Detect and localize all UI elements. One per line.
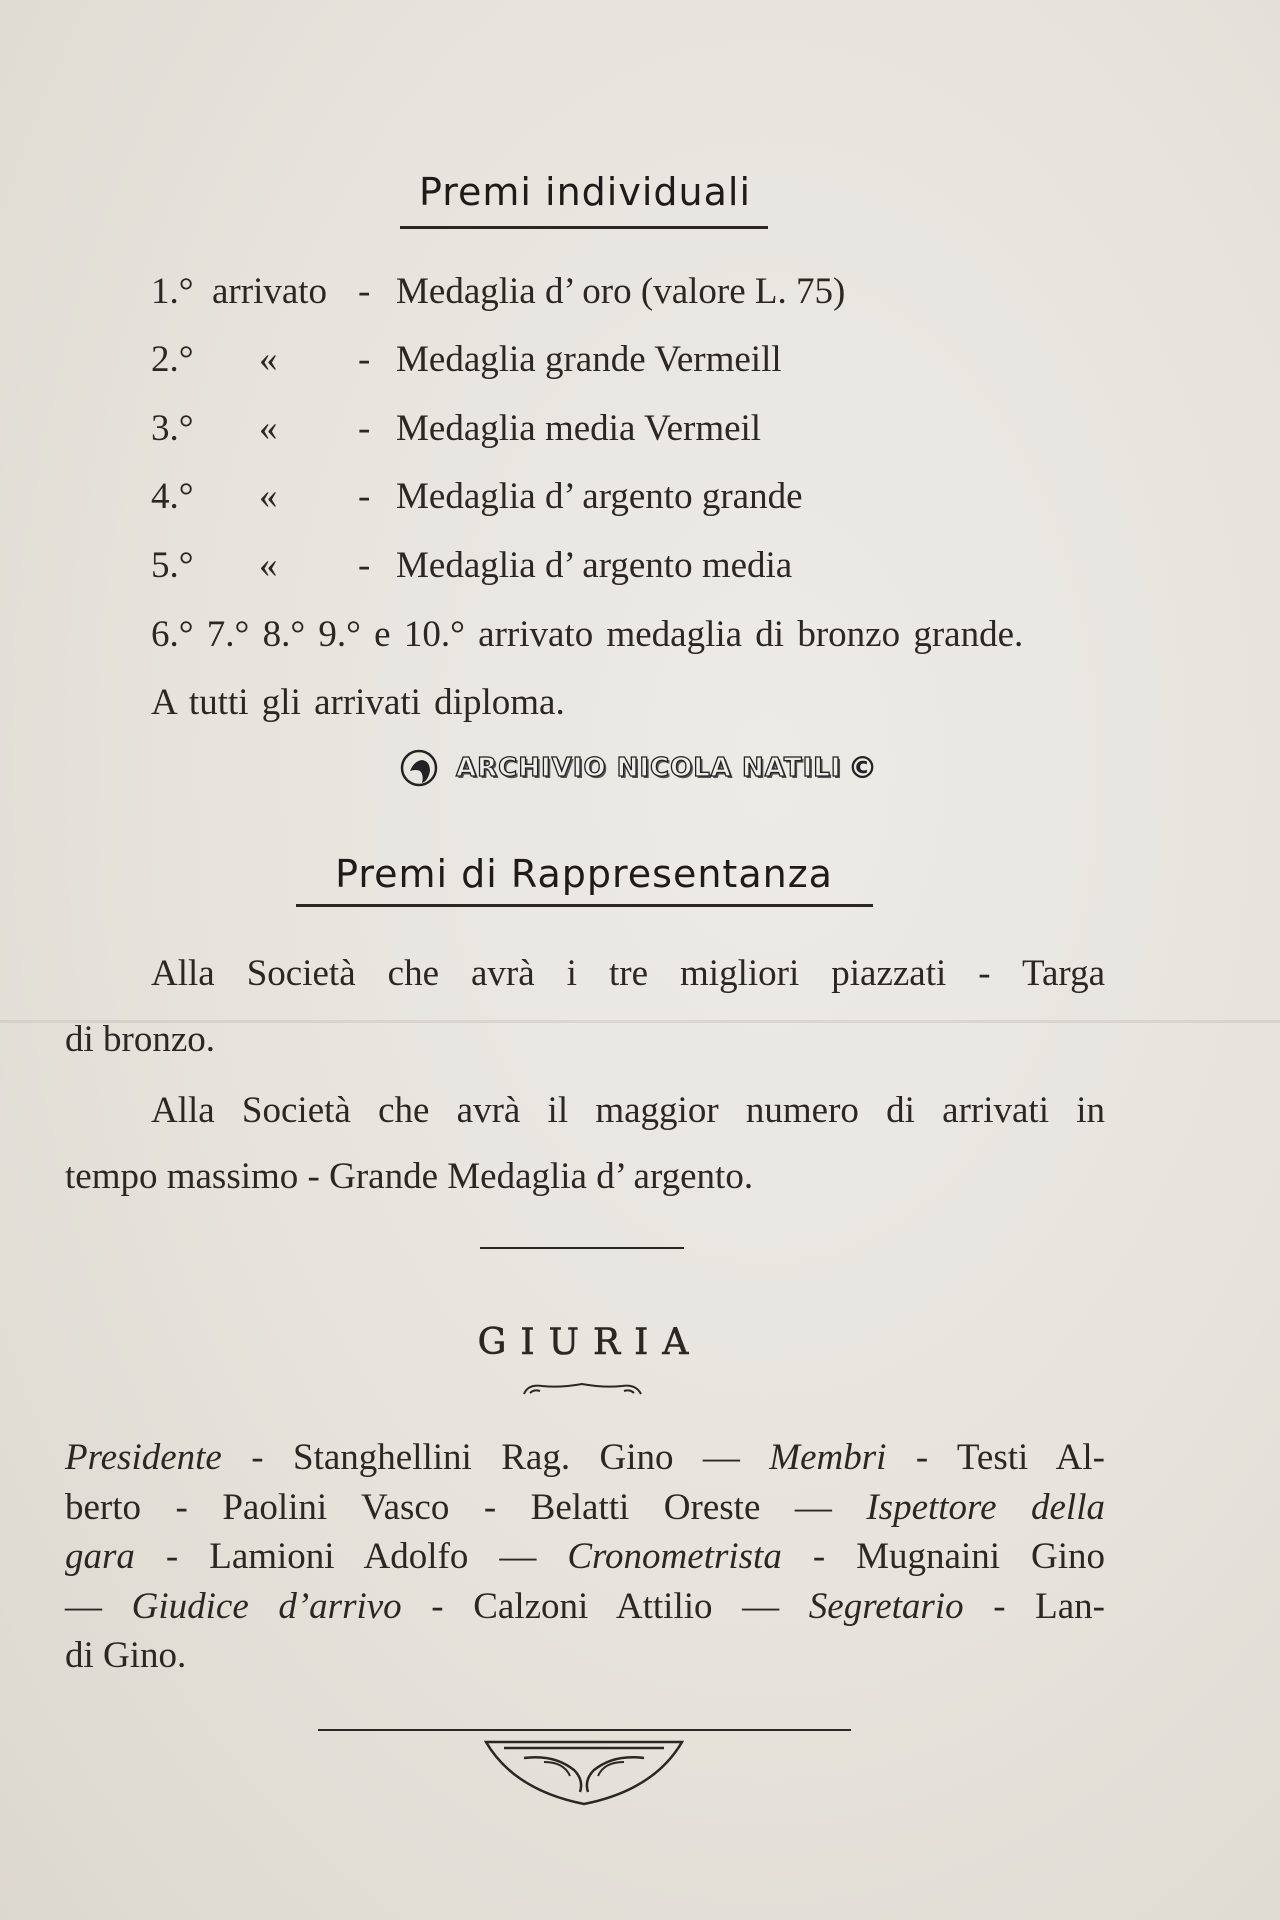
jury-line [65, 1582, 1105, 1632]
watermark-text: ARCHIVIO NICOLA NATILI [456, 753, 842, 783]
title-underline [400, 226, 768, 229]
prize: Medaglia d’ argento media [396, 545, 793, 586]
names: - Lamioni Adolfo — [134, 1536, 568, 1577]
prize-line-diploma: A tutti gli arrivati diploma. [151, 682, 565, 723]
bottom-rule [318, 1729, 851, 1731]
prize: Medaglia media Vermeil [396, 408, 762, 449]
paragraph-line: di bronzo. [65, 1019, 216, 1060]
place-word: arrivato [212, 271, 328, 312]
flourish-ornament-icon [520, 1378, 645, 1400]
dash: - [358, 408, 371, 449]
place: 3.° [151, 408, 194, 449]
place: 1.° [151, 271, 194, 312]
jury-line [65, 1483, 1105, 1533]
names: berto - Paolini Vasco - Belatti Oreste — [65, 1486, 867, 1528]
prize: Medaglia grande Vermeill [396, 339, 782, 380]
jury-line [65, 1433, 1105, 1483]
paragraph-line: tempo massimo - Grande Medaglia d’ argento. [65, 1156, 754, 1197]
paragraph-targa [65, 941, 1105, 1073]
names: - Stanghellini Rag. Gino — [221, 1437, 770, 1478]
bottom-ornament-icon [484, 1740, 684, 1808]
names: - Calzoni Attilio — [401, 1585, 809, 1627]
ditto-mark: « [259, 545, 278, 586]
names: — [65, 1585, 132, 1627]
jury-line [65, 1532, 1105, 1582]
role: Presidente [65, 1437, 222, 1478]
dash: - [358, 339, 371, 380]
paragraph-line: Alla Società che avrà i tre migliori piazzati - Targa [151, 953, 1105, 994]
dash: - [358, 545, 371, 586]
place: 2.° [151, 339, 194, 380]
names: - Lan- [963, 1585, 1106, 1627]
prize-row [151, 272, 1151, 312]
paragraph-line: Alla Società che avrà il maggior numero di arrivati in [151, 1090, 1105, 1131]
copyright-icon: © [847, 750, 878, 786]
role: gara [65, 1536, 135, 1577]
prize-row [151, 546, 1151, 586]
role: Cronometrista [567, 1536, 782, 1577]
jury-paragraph [65, 1433, 1105, 1681]
section-title-premi-individuali: Premi individuali [418, 170, 752, 214]
prize-row [151, 340, 1151, 380]
section-title-giuria: GIURIA [477, 1322, 703, 1363]
paragraph-medaglia [65, 1078, 1105, 1210]
dash: - [358, 476, 371, 517]
place: 4.° [151, 476, 194, 517]
archive-watermark [400, 748, 877, 788]
prize: Medaglia d’ oro (valore L. 75) [396, 271, 846, 312]
ditto-mark: « [259, 339, 278, 380]
role: Ispettore della [866, 1486, 1105, 1528]
names: - Mugnaini Gino [781, 1536, 1106, 1577]
role: Segretario [808, 1585, 964, 1627]
jury-line [65, 1631, 1105, 1681]
prize-row [151, 477, 1151, 517]
prize: Medaglia d’ argento grande [396, 476, 803, 517]
section-title-premi-rappresentanza: Premi di Rappresentanza [335, 852, 833, 896]
place: 5.° [151, 545, 194, 586]
role: Membri [769, 1437, 887, 1478]
names: di Gino. [65, 1635, 187, 1676]
separator-rule [480, 1247, 684, 1249]
ditto-mark: « [259, 476, 278, 517]
role: Giudice d’arrivo [131, 1585, 402, 1627]
dash: - [358, 271, 371, 312]
names: - Testi Al- [886, 1437, 1105, 1478]
prize-line-bronze: 6.° 7.° 8.° 9.° e 10.° arrivato medaglia di bronzo grande. [151, 614, 1024, 655]
ditto-mark: « [259, 408, 278, 449]
archive-logo-icon [400, 749, 438, 787]
title-underline [296, 904, 873, 907]
prize-row [151, 409, 1151, 449]
